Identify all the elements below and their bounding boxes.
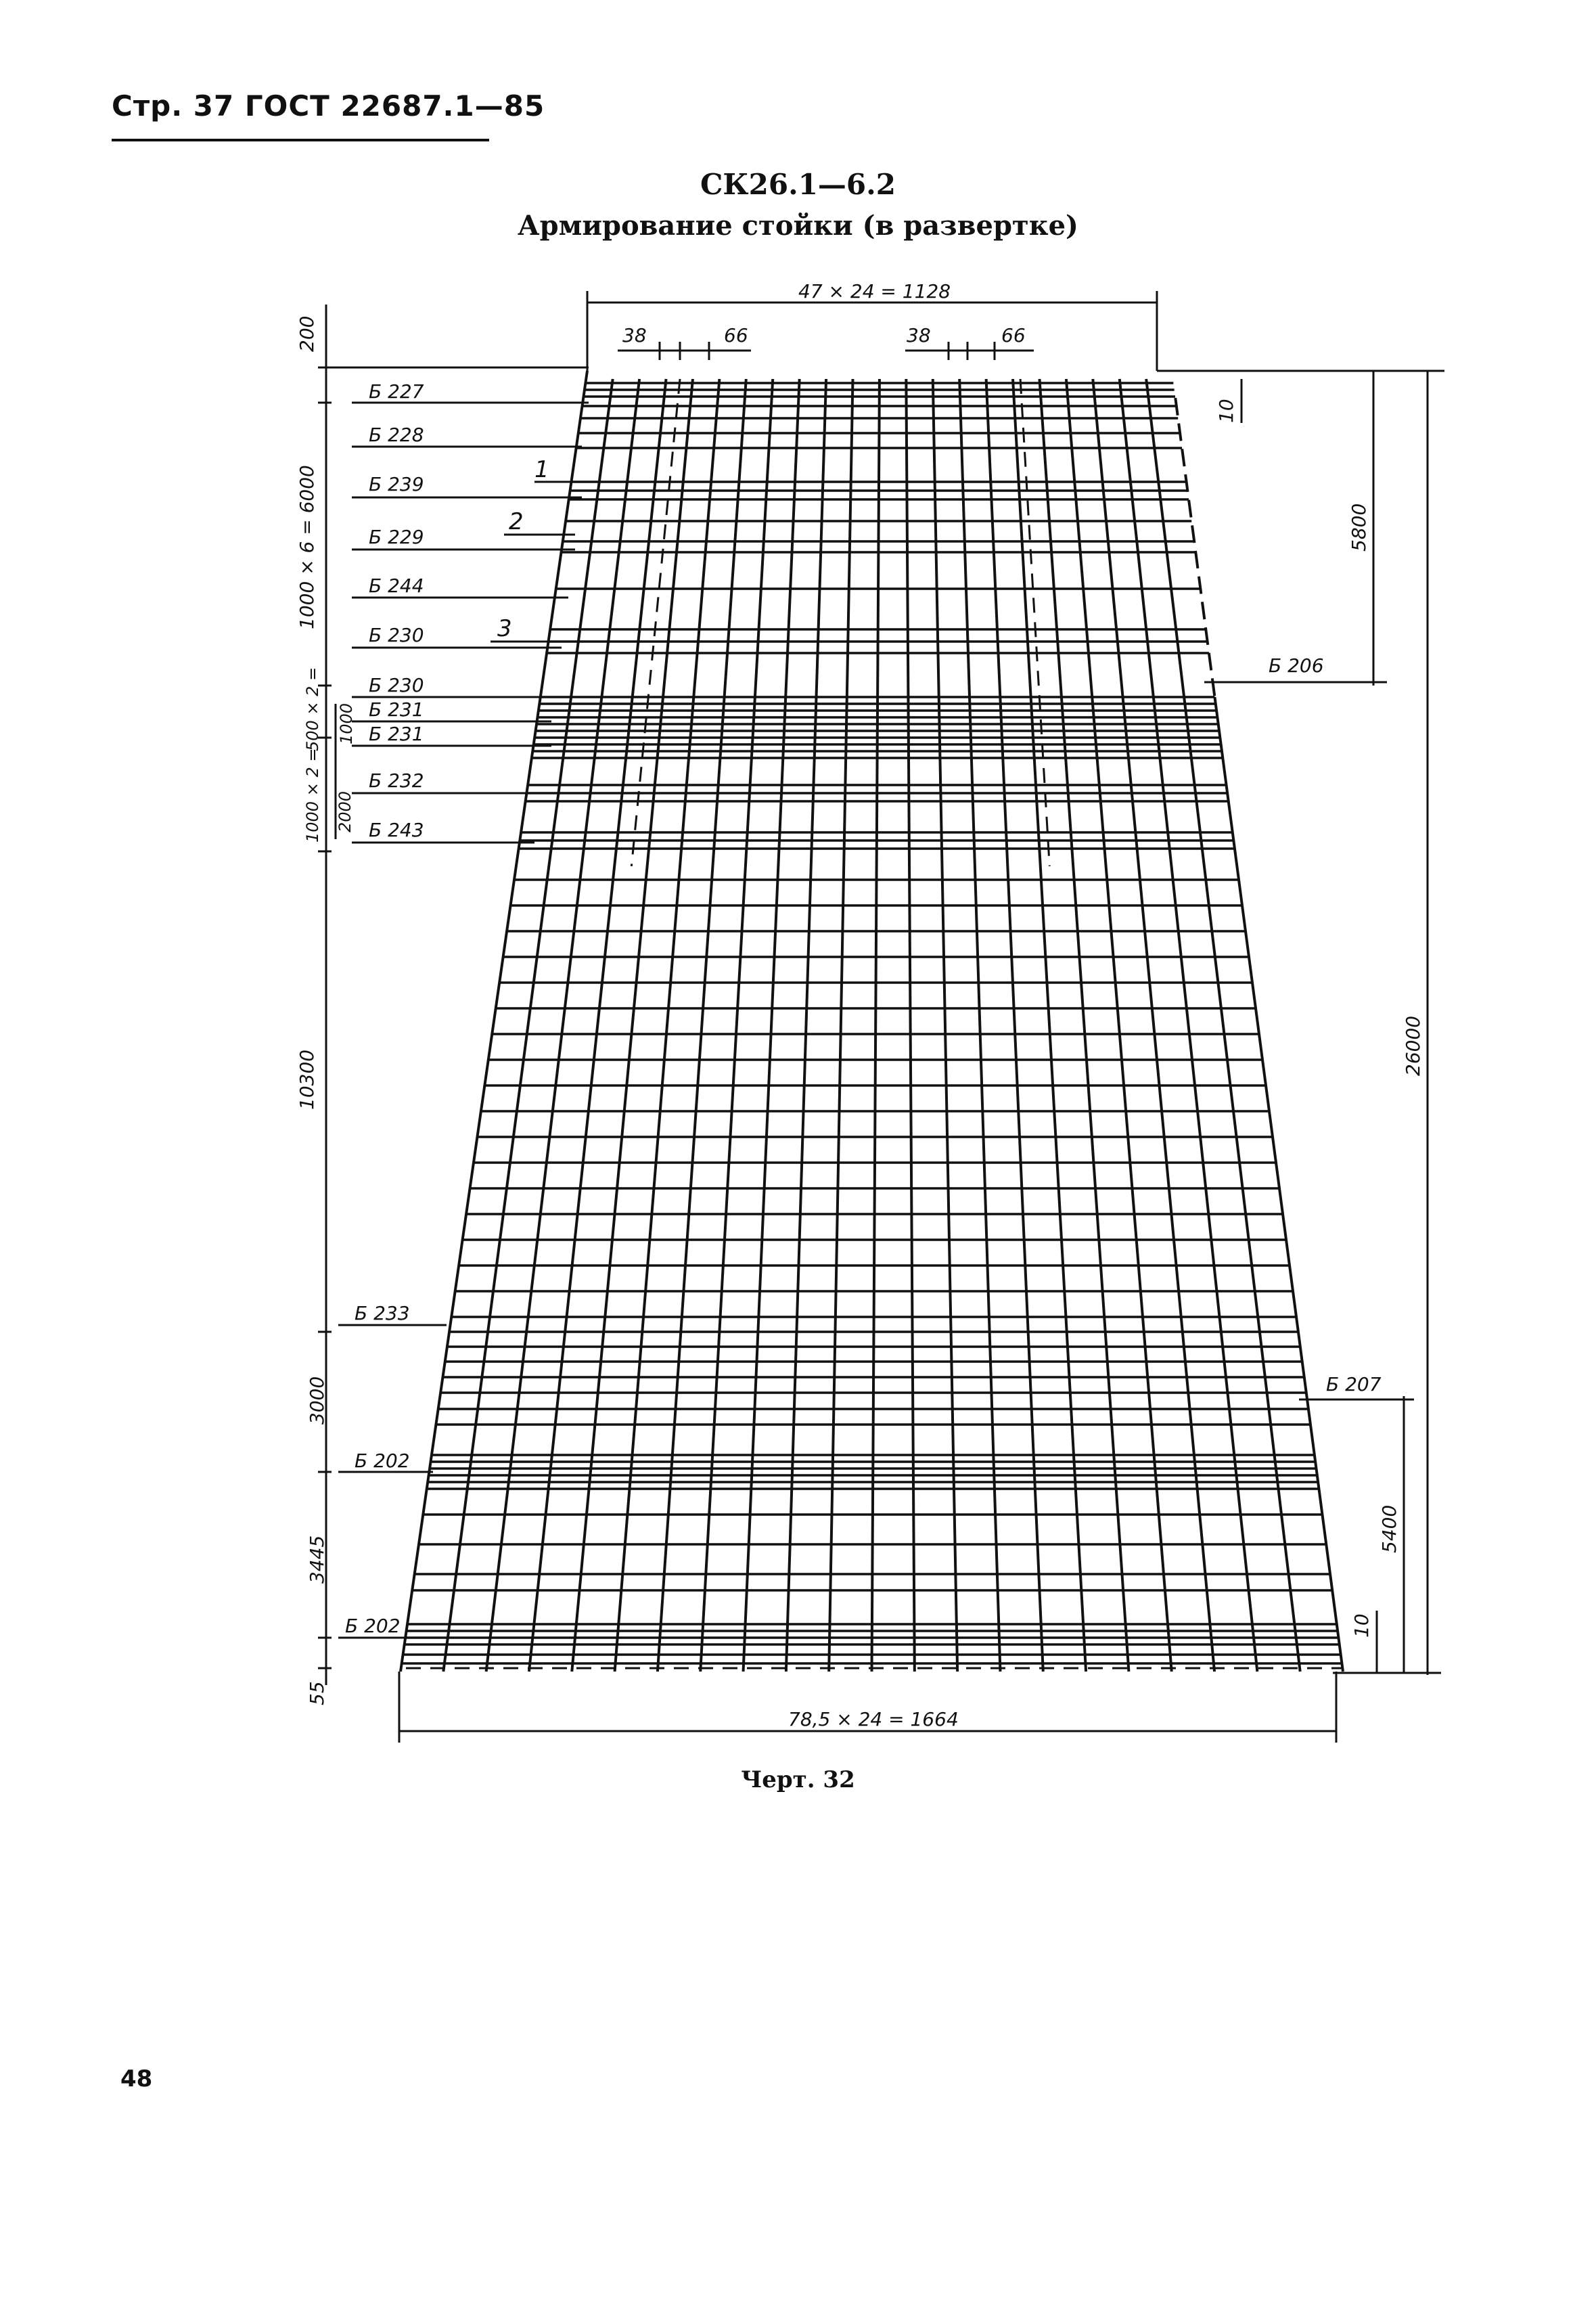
bottom-width-dim: 78,5 × 24 = 1664 [788, 1708, 959, 1730]
mark-3: 3 [497, 615, 512, 642]
dim-3000: 3000 [306, 1376, 328, 1425]
label-b206: Б 206 [1269, 654, 1324, 677]
right-spacing-a: 38 [907, 324, 931, 346]
dim-10300: 10300 [296, 1049, 318, 1110]
label-b232: Б 232 [369, 769, 424, 792]
vertical-bar [658, 379, 746, 1672]
label-b228: Б 228 [369, 424, 424, 446]
label-b207: Б 207 [1326, 1373, 1382, 1395]
dim-2000a: 1000 × 2 = [303, 748, 322, 843]
vertical-bar [906, 379, 914, 1672]
label-b231a: Б 231 [369, 698, 424, 721]
dim-10-bottom: 10 [1350, 1613, 1373, 1638]
vertical-bar [1066, 379, 1172, 1672]
label-b202b: Б 202 [345, 1615, 401, 1637]
right-dimension-texts [1215, 399, 1424, 1638]
vertical-bar [529, 379, 666, 1672]
label-b230b: Б 230 [369, 674, 424, 696]
vertical-bar [829, 379, 852, 1672]
mark-1: 1 [534, 456, 549, 483]
dim-26000: 26000 [1402, 1015, 1424, 1076]
dim-5800: 5800 [1348, 503, 1370, 552]
dim-200: 200 [296, 315, 318, 352]
left-spacing-a: 38 [622, 324, 647, 346]
dim-6000: 1000 × 6 = 6000 [296, 465, 318, 629]
dim-1000a: 500 × 2 = [303, 667, 322, 751]
drawing-subtitle: Армирование стойки (в развертке) [518, 210, 1078, 242]
vertical-bar [1093, 379, 1214, 1672]
figure-caption: Черт. 32 [741, 1766, 855, 1793]
dim-55: 55 [306, 1681, 328, 1705]
vertical-bar [933, 379, 957, 1672]
vertical-bar [1120, 379, 1258, 1672]
label-b202a: Б 202 [355, 1450, 410, 1472]
vertical-bar [1039, 379, 1128, 1672]
label-b229: Б 229 [369, 526, 424, 548]
dim-3445: 3445 [306, 1535, 328, 1584]
dim-2000b: 2000 [336, 790, 355, 832]
vertical-bar [486, 379, 639, 1672]
label-b227: Б 227 [369, 380, 424, 403]
label-b231b: Б 231 [369, 723, 424, 745]
vertical-bar [572, 379, 693, 1672]
grid-lines [401, 371, 1343, 1672]
label-b230a: Б 230 [369, 624, 424, 646]
dim-10-top: 10 [1215, 399, 1237, 423]
dim-5400: 5400 [1378, 1504, 1400, 1553]
page-header: Стр. 37 ГОСТ 22687.1—85 [112, 89, 545, 122]
vertical-bar [615, 379, 720, 1672]
page-number: 48 [120, 2065, 153, 2092]
drawing-title: СК26.1—6.2 [700, 168, 896, 201]
vertical-bar [1013, 379, 1086, 1672]
vertical-bar [1214, 697, 1343, 1672]
mark-2: 2 [509, 508, 524, 535]
vertical-bar [700, 379, 773, 1672]
label-b233: Б 233 [355, 1302, 410, 1324]
label-b244: Б 244 [369, 575, 424, 597]
right-spacing-b: 66 [1001, 324, 1026, 346]
top-width-dim: 47 × 24 = 1128 [798, 280, 951, 303]
vertical-bar [872, 379, 880, 1672]
left-spacing-b: 66 [724, 324, 748, 346]
dimension-lines [318, 291, 1444, 1743]
vertical-bar [443, 379, 612, 1672]
label-b243: Б 243 [369, 819, 424, 841]
vertical-bar [1146, 379, 1300, 1672]
label-b239: Б 239 [369, 473, 424, 495]
dim-1000b: 1000 [337, 702, 356, 744]
